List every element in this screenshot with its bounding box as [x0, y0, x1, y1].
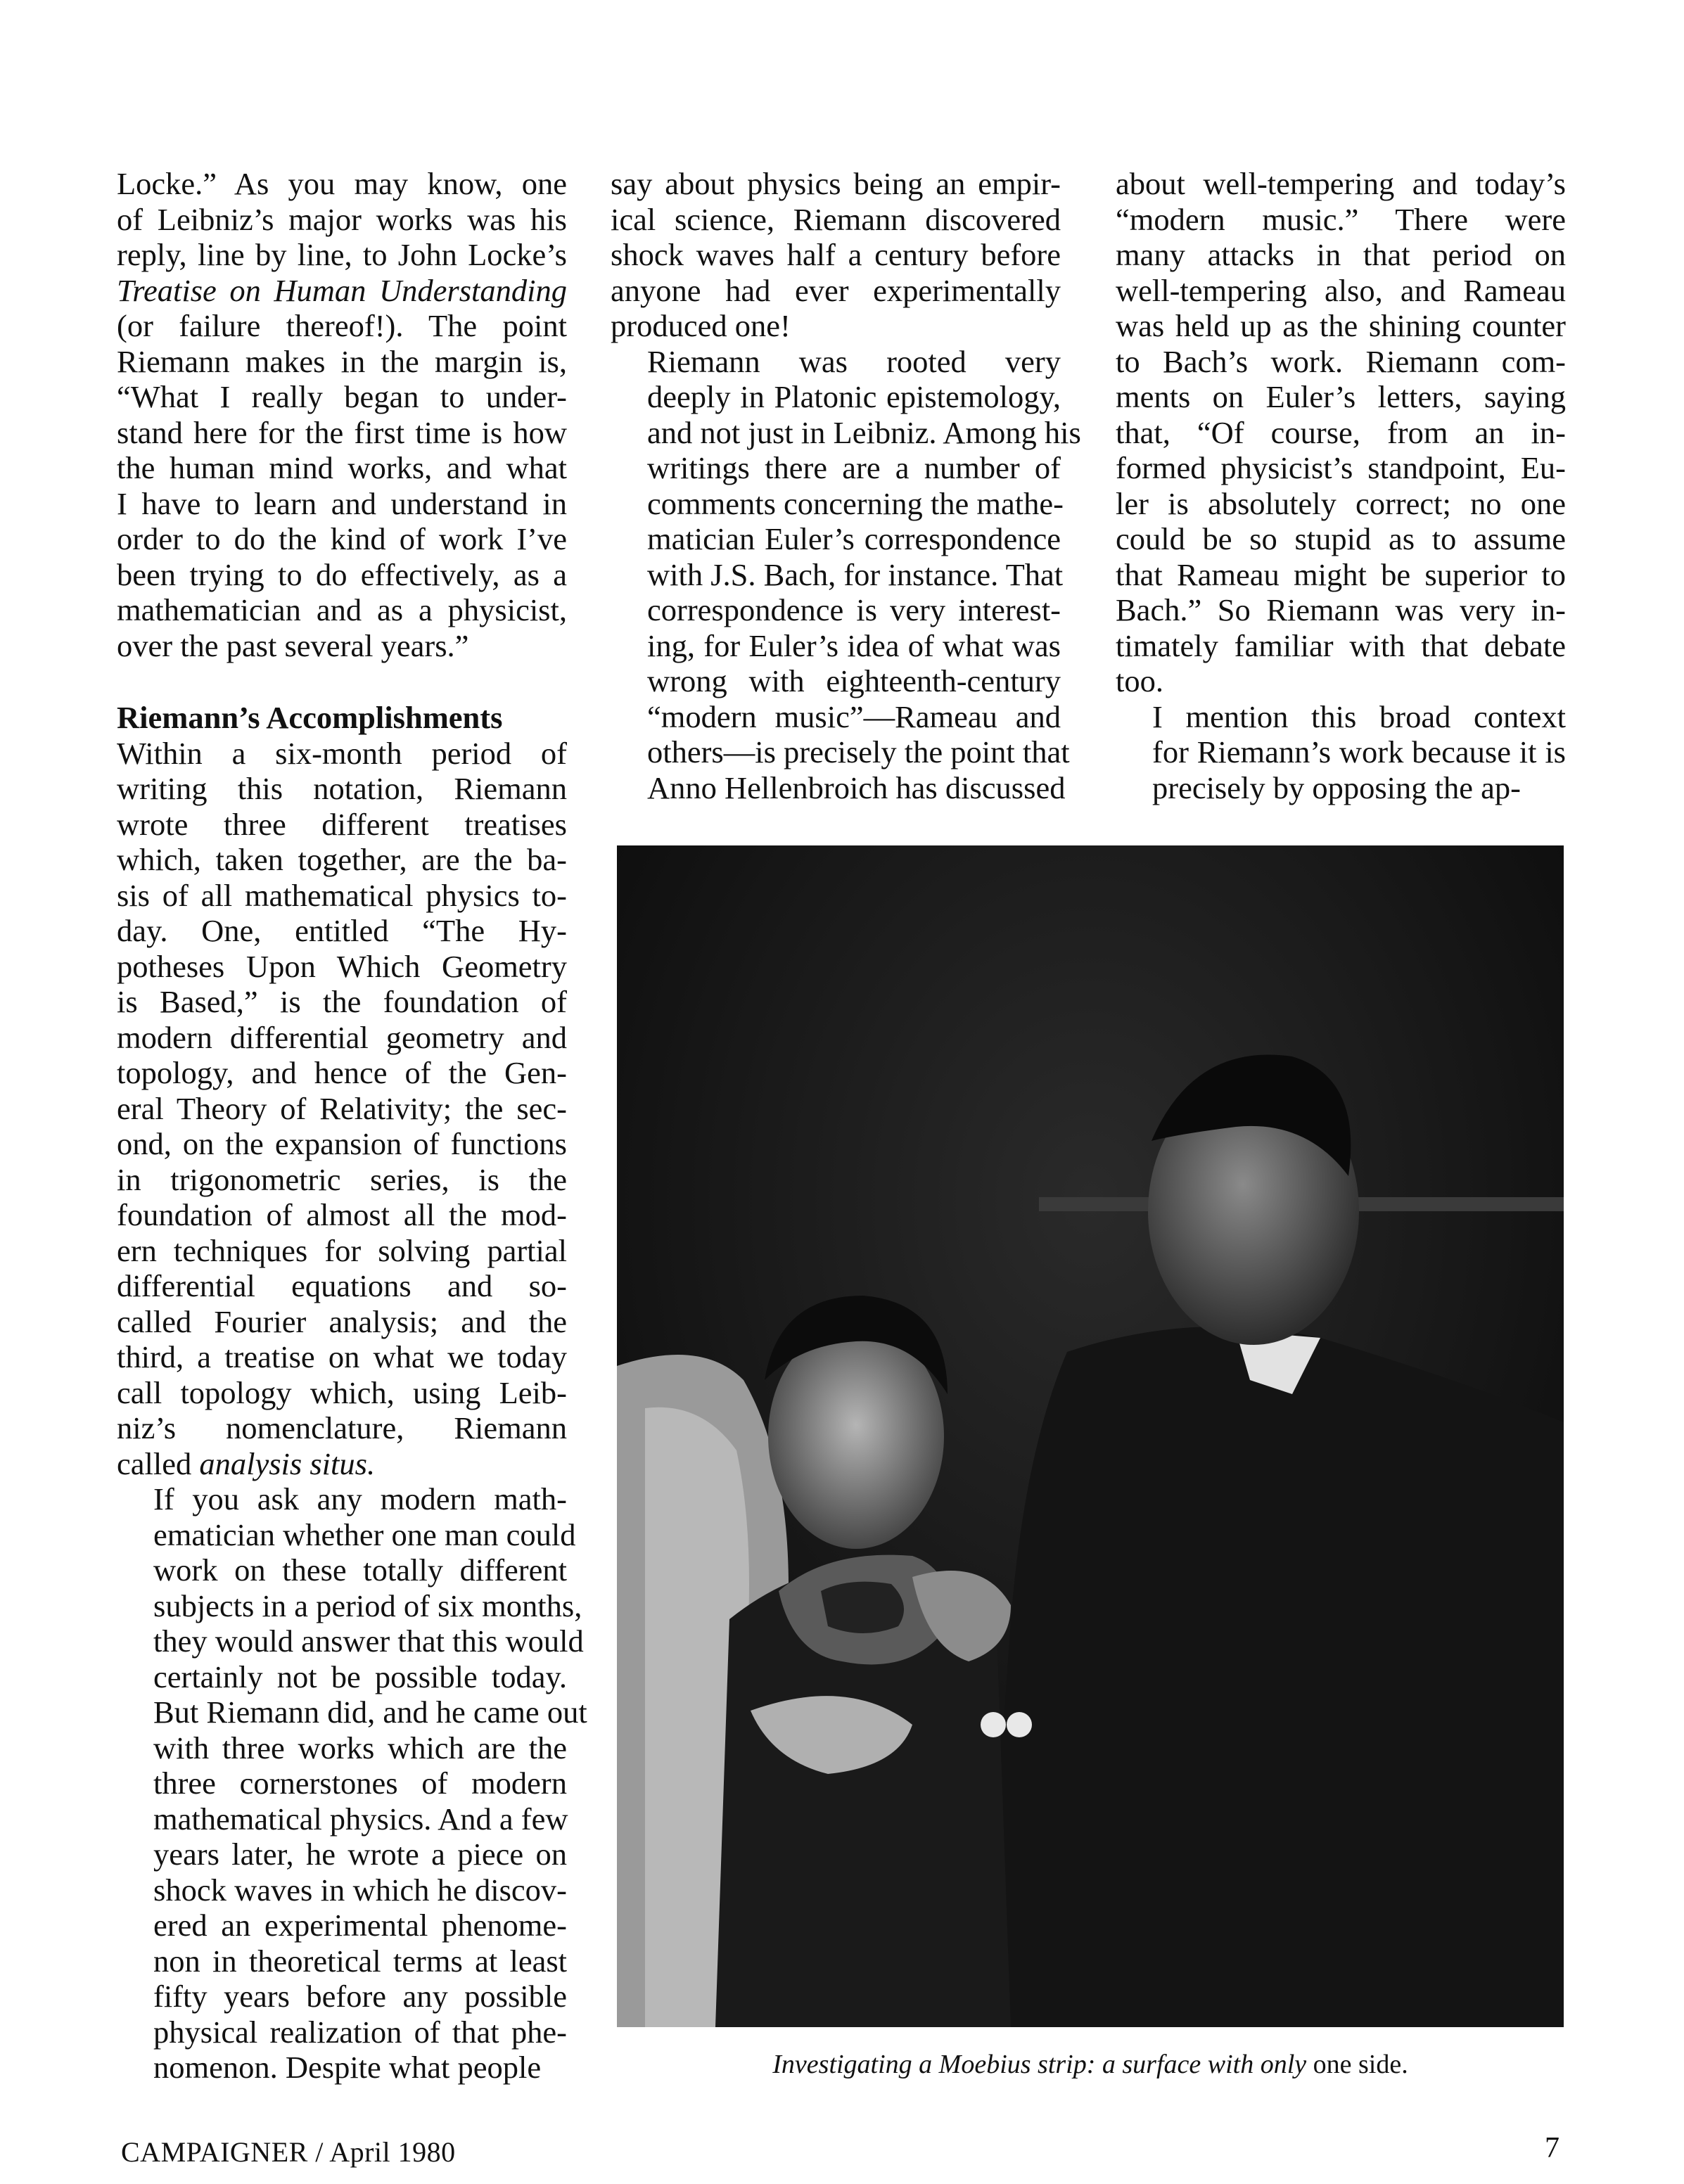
- text-line: others—is precisely the point that: [647, 734, 1070, 769]
- column-1: [117, 166, 587, 2086]
- text-line: shock waves half a century before: [611, 237, 1061, 272]
- text-line: years later, he wrote a piece on: [153, 1837, 567, 1872]
- text-line: wrote three different treatises: [117, 806, 567, 842]
- text-line: non in theoretical terms at least: [153, 1943, 567, 1979]
- text-line: mathematician and as a physicist,: [117, 592, 567, 627]
- text-line: well-tempering also, and Rameau: [1116, 272, 1566, 308]
- text-line: call topology which, using Leib-: [117, 1374, 567, 1410]
- text-line: ond, on the expansion of functions: [117, 1126, 567, 1161]
- text-line: that, “Of course, from an in-: [1116, 414, 1566, 450]
- text-line: ered an experimental phenome-: [153, 1908, 567, 1943]
- text-line: been trying to do effectively, as a: [117, 556, 567, 592]
- text-line: “modern music”—Rameau and: [647, 698, 1061, 734]
- text-line: But Riemann did, and he came out: [153, 1694, 587, 1730]
- text-line: timately familiar with that debate: [1116, 627, 1566, 663]
- text-line: fifty years before any possible: [153, 1979, 567, 2014]
- text-line: for Riemann’s work because it is: [1152, 734, 1566, 769]
- italic-term: analysis situs.: [199, 1445, 376, 1481]
- text-line: Riemann makes in the margin is,: [117, 343, 567, 379]
- text-line: deeply in Platonic epistemology,: [647, 379, 1061, 414]
- text-line: stand here for the first time is how: [117, 414, 567, 450]
- text-line: which, taken together, are the ba-: [117, 842, 567, 877]
- text-line: formed physicist’s standpoint, Eu-: [1116, 450, 1566, 485]
- text-line: in trigonometric series, is the: [117, 1161, 567, 1197]
- text-line: over the past several years.”: [117, 627, 469, 663]
- text-line: If you ask any modern math-: [153, 1481, 567, 1516]
- caption-text: Investigating a Moebius strip: a surface with only: [772, 2050, 1313, 2079]
- text-line: could be so stupid as to assume: [1116, 521, 1566, 556]
- paragraph-end: [117, 1446, 567, 1482]
- text-line: many attacks in that period on: [1116, 237, 1566, 272]
- text-line: reply, line by line, to John Locke’s: [117, 237, 567, 272]
- text-line: Locke.” As you may know, one: [117, 166, 567, 201]
- photo-caption: [617, 2048, 1564, 2081]
- text-line: of Leibniz’s major works was his: [117, 201, 567, 237]
- photograph-moebius-strip: [617, 845, 1564, 2027]
- text-line: Bach.” So Riemann was very in-: [1116, 592, 1566, 627]
- text-line: writing this notation, Riemann: [117, 771, 567, 806]
- text-line: physical realization of that phe-: [153, 2014, 567, 2050]
- text-line: subjects in a period of six months,: [153, 1588, 582, 1623]
- text-line: Treatise on Human Understanding: [117, 272, 567, 308]
- text-line: potheses Upon Which Geometry: [117, 948, 567, 984]
- column-3: [1116, 166, 1566, 805]
- text-line: and not just in Leibniz. Among his: [647, 414, 1081, 450]
- text-line: foundation of almost all the mod-: [117, 1197, 567, 1232]
- text-line: certainly not be possible today.: [153, 1659, 567, 1694]
- text-line: wrong with eighteenth-century: [647, 663, 1061, 698]
- text-line: topology, and hence of the Gen-: [117, 1055, 567, 1090]
- text-line: is Based,” is the foundation of: [117, 984, 567, 1019]
- text-line: called Fourier analysis; and the: [117, 1303, 567, 1339]
- running-footer: CAMPAIGNER / April 1980: [121, 2136, 456, 2168]
- text-line: shock waves in which he discov-: [153, 1872, 567, 1908]
- paragraph: [1116, 699, 1566, 806]
- text-line: say about physics being an empir-: [611, 166, 1061, 201]
- text-line: mathematical physics. And a few: [153, 1801, 568, 1837]
- text-line: Anno Hellenbroich has discussed: [647, 769, 1066, 805]
- text-line: third, a treatise on what we today: [117, 1339, 567, 1374]
- text-line: with J.S. Bach, for instance. That: [647, 556, 1064, 592]
- text-line: (or failure thereof!). The point: [117, 308, 567, 343]
- text-line: ing, for Euler’s idea of what was: [647, 627, 1061, 663]
- text-line: correspondence is very interest-: [647, 592, 1061, 627]
- paragraph: [117, 1481, 587, 2086]
- text-line: precisely by opposing the ap-: [1152, 769, 1521, 805]
- text-line: writings there are a number of: [647, 450, 1061, 485]
- text-line: they would answer that this would: [153, 1623, 584, 1659]
- text-line: with three works which are the: [153, 1730, 567, 1765]
- text-line: was held up as the shining counter: [1116, 308, 1566, 343]
- text-line: work on these totally different: [153, 1552, 567, 1588]
- text-line: produced one!: [611, 308, 791, 343]
- text-line: eral Theory of Relativity; the sec-: [117, 1090, 567, 1126]
- text-line: I have to learn and understand in: [117, 485, 567, 521]
- paragraph: [1116, 166, 1566, 699]
- photo-illustration: [617, 845, 1564, 2027]
- text-line: “What I really began to under-: [117, 379, 567, 414]
- section-heading: Riemann’s Accomplishments: [117, 700, 503, 735]
- text-line: to Bach’s work. Riemann com-: [1116, 343, 1566, 379]
- text-line: too.: [1116, 663, 1163, 698]
- text-line: matician Euler’s correspondence: [647, 521, 1061, 556]
- text-line: niz’s nomenclature, Riemann: [117, 1410, 567, 1445]
- caption-emphasis: one side.: [1313, 2050, 1408, 2079]
- text-line: day. One, entitled “The Hy-: [117, 913, 567, 948]
- text-line: Riemann was rooted very: [647, 343, 1061, 379]
- text-run: called: [117, 1445, 200, 1481]
- text-line: the human mind works, and what: [117, 450, 567, 485]
- paragraph: [117, 166, 567, 663]
- text-line: ern techniques for solving partial: [117, 1232, 567, 1268]
- text-line: nomenon. Despite what people: [153, 2050, 542, 2085]
- text-line: ical science, Riemann discovered: [611, 201, 1061, 237]
- text-line: that Rameau might be superior to: [1116, 556, 1566, 592]
- text-line: ematician whether one man could: [153, 1516, 576, 1552]
- text-line: about well-tempering and today’s: [1116, 166, 1566, 201]
- text-line: differential equations and so-: [117, 1268, 567, 1303]
- text-line: comments concerning the mathe-: [647, 485, 1064, 521]
- paragraph: [611, 166, 1061, 344]
- text-line: I mention this broad context: [1152, 698, 1566, 734]
- text-line: anyone had ever experimentally: [611, 272, 1061, 308]
- text-line: three cornerstones of modern: [153, 1765, 567, 1801]
- paragraph: [611, 343, 1081, 806]
- text-line: Within a six-month period of: [117, 735, 567, 771]
- text-line: “modern music.” There were: [1116, 201, 1566, 237]
- paragraph: [117, 736, 567, 1446]
- text-line: sis of all mathematical physics to-: [117, 877, 567, 913]
- text-line: ments on Euler’s letters, saying: [1116, 379, 1566, 414]
- column-2: [611, 166, 1081, 805]
- text-line: modern differential geometry and: [117, 1019, 567, 1055]
- text-line: ler is absolutely correct; no one: [1116, 485, 1566, 521]
- text-line: order to do the kind of work I’ve: [117, 521, 567, 556]
- page-number: 7: [1545, 2132, 1559, 2164]
